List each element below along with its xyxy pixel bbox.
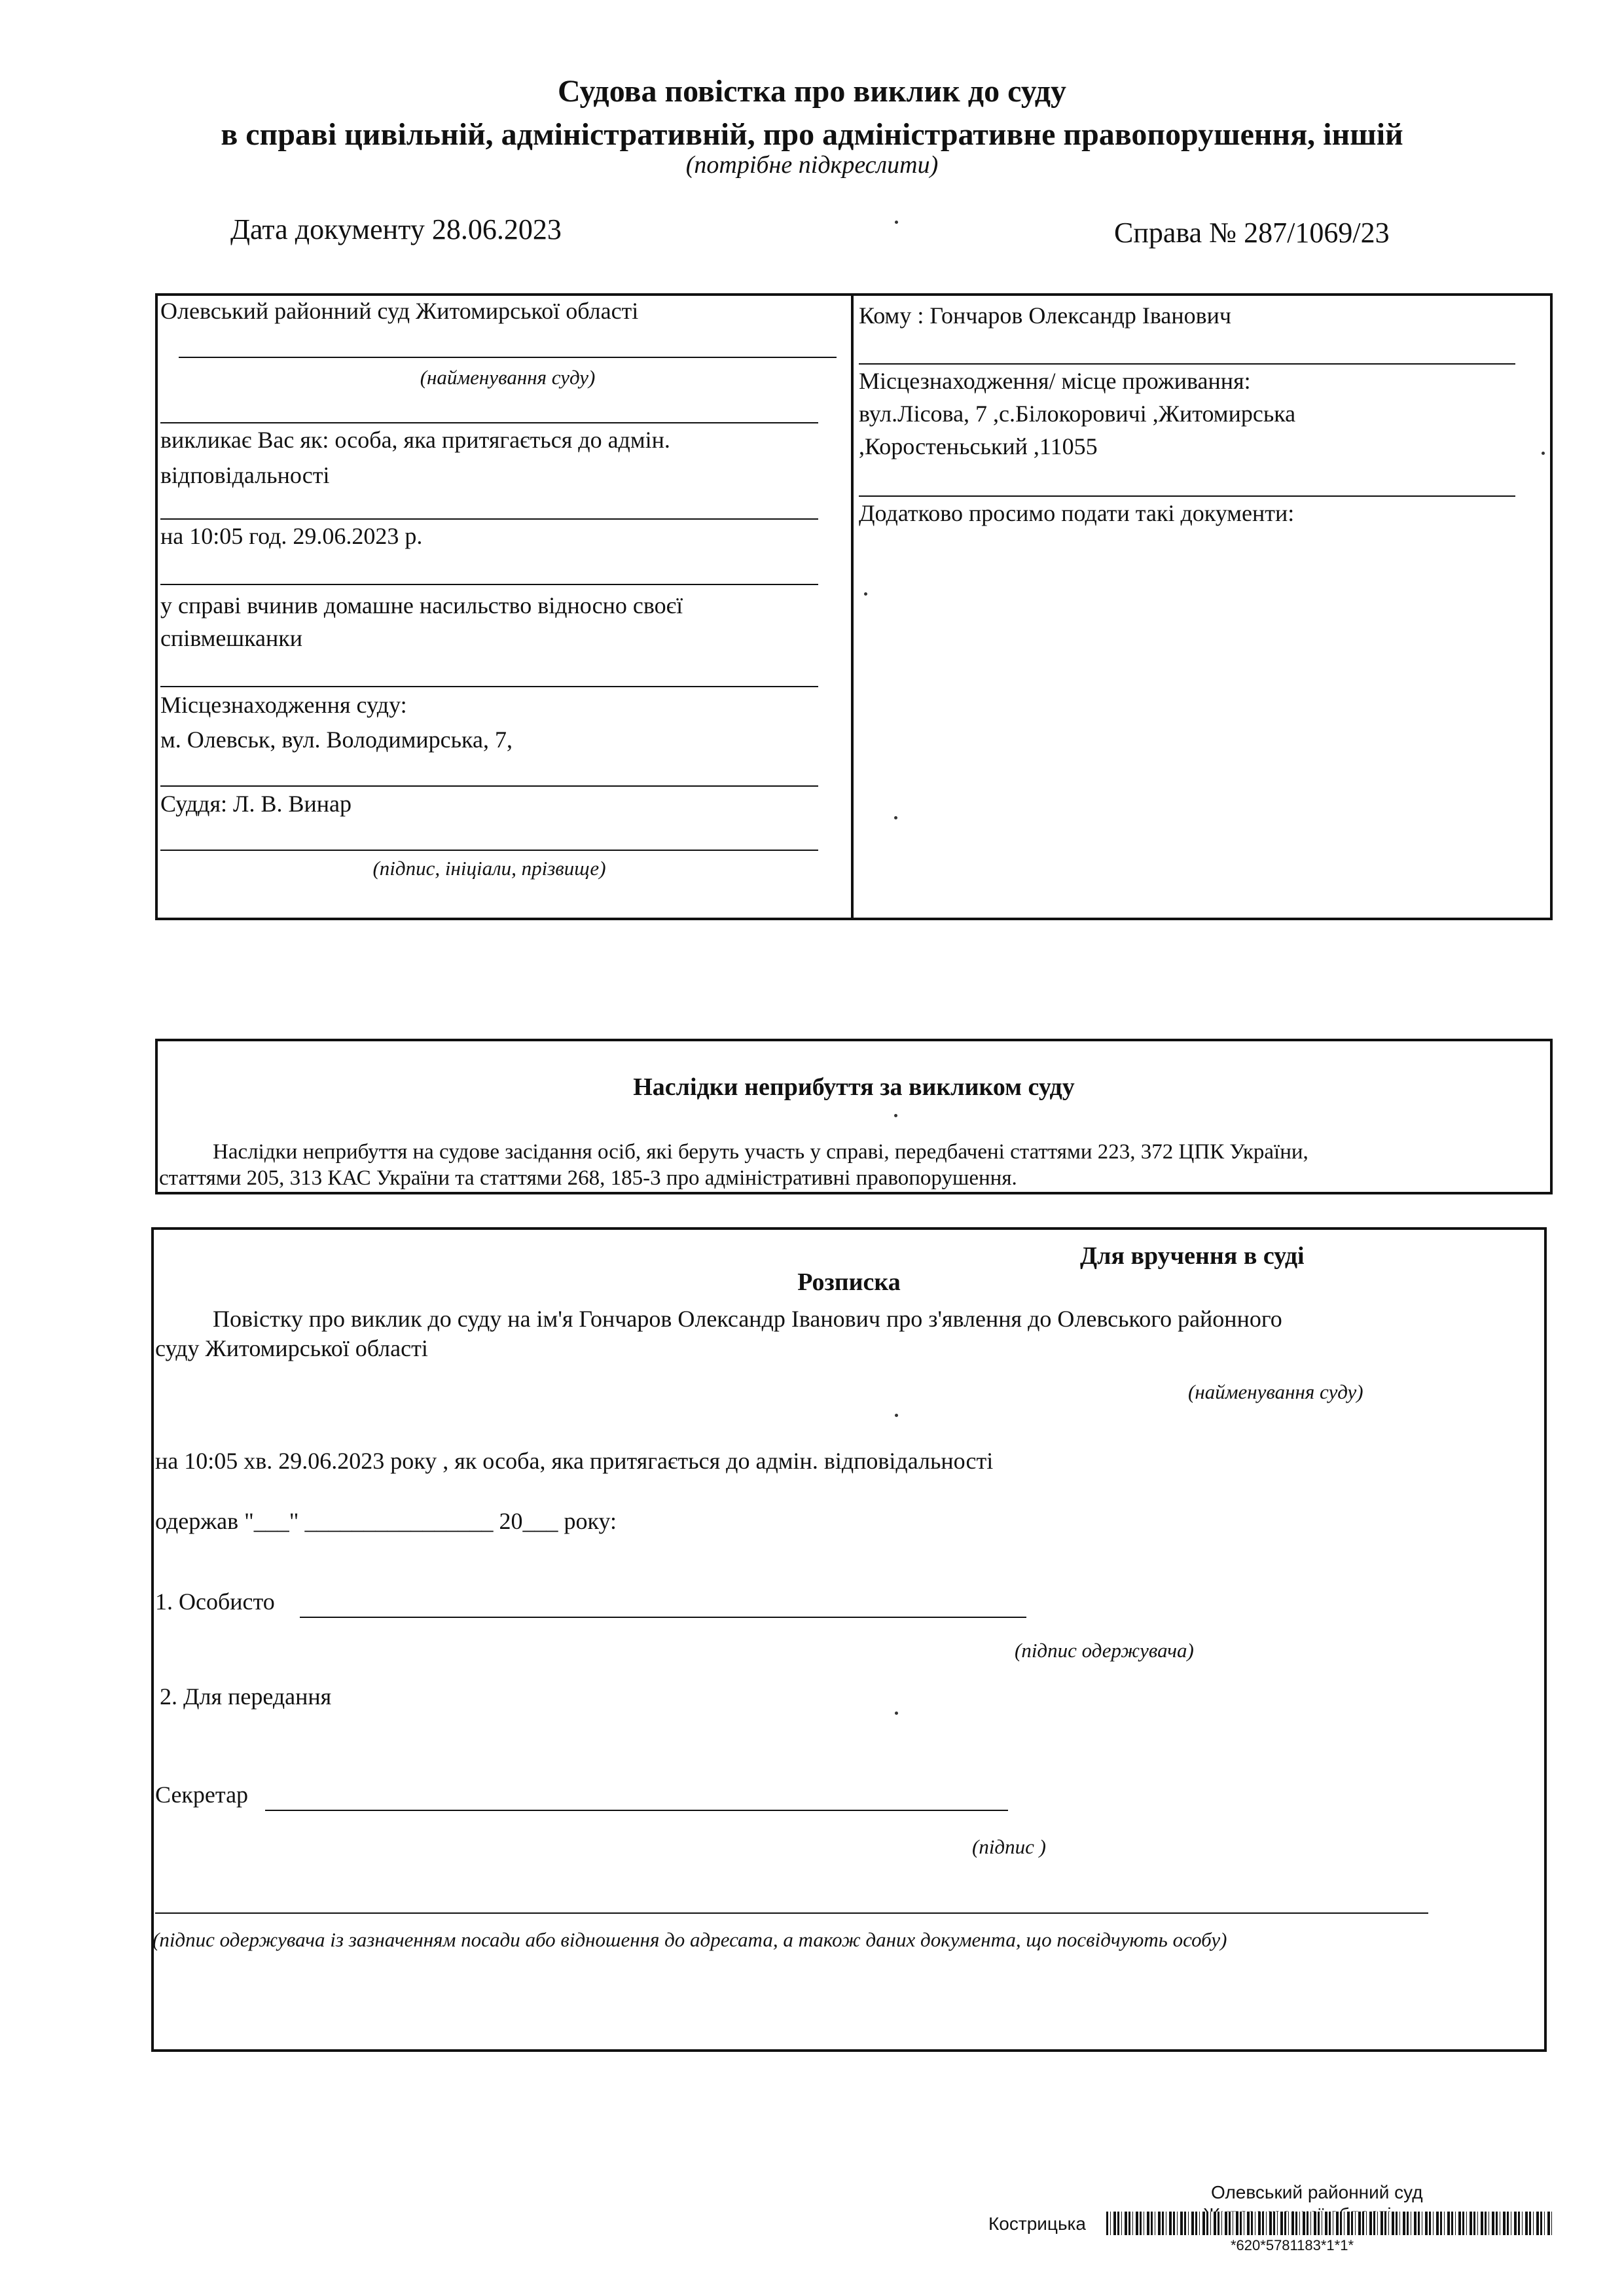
receipt-hearing-line: на 10:05 хв. 29.06.2023 року , як особа, яка притягається до адмін. відповідальності: [155, 1448, 994, 1474]
document-title: Судова повістка про виклик до суду: [557, 74, 1067, 109]
clerk-name: Кострицька: [988, 2214, 1086, 2234]
case-subject-line2: співмешканки: [160, 625, 303, 651]
documents-request: Додатково просимо подати такі документи:: [859, 500, 1295, 526]
scan-speck: [864, 592, 867, 596]
judge-name: Суддя: Л. В. Винар: [160, 791, 352, 817]
consequences-title: Наслідки неприбуття за викликом суду: [633, 1073, 1075, 1101]
scan-speck: [894, 816, 897, 819]
court-location: м. Олевськ, вул. Володимирська, 7,: [160, 726, 513, 753]
scan-speck: [895, 1414, 898, 1417]
residence-line2: ,Коростеньський ,11055: [859, 433, 1098, 459]
case-number: Справа № 287/1069/23: [1114, 217, 1390, 249]
for-court-label: Для вручення в суді: [1080, 1242, 1305, 1270]
document-date: Дата документу 28.06.2023: [230, 213, 562, 245]
receipt-title: Розписка: [797, 1268, 901, 1296]
residence-label: Місцезнаходження/ місце проживання:: [859, 368, 1251, 394]
court-name-line: [179, 357, 837, 358]
secretary-caption: (підпис ): [972, 1835, 1046, 1858]
recipient-name: Кому : Гончаров Олександр Іванович: [859, 302, 1231, 329]
bottom-signature-line[interactable]: [155, 1912, 1428, 1914]
summons-box-divider: [851, 293, 854, 920]
secretary-label: Секретар: [155, 1782, 249, 1808]
for-transfer-label: 2. Для передання: [160, 1683, 332, 1710]
court-name: Олевський районний суд Житомирської області: [160, 298, 639, 324]
summoned-as-line2: відповідальності: [160, 462, 330, 488]
receipt-text-line1: Повістку про виклик до суду на ім'я Гончаров Олександр Іванович про з'явлення до Олевського районного: [213, 1306, 1282, 1332]
consequences-text-line1: Наслідки неприбуття на судове засідання осіб, які беруть участь у справі, передбачені статтями 223, 372 ЦПК України,: [213, 1140, 1308, 1164]
divider-line: [160, 584, 818, 585]
consequences-text-line2: статтями 205, 313 КАС України та статтями 268, 185-3 про адміністративні правопорушення.: [159, 1166, 1017, 1190]
barcode-text: *620*5781183*1*1*: [1231, 2237, 1354, 2253]
recipient-signature-caption: (підпис одержувача): [1015, 1639, 1194, 1662]
personally-label: 1. Особисто: [155, 1588, 275, 1615]
title-note: (потрібне підкреслити): [685, 151, 939, 179]
barcode: [1106, 2212, 1552, 2235]
recipient-signature-line[interactable]: [300, 1617, 1026, 1618]
scan-speck: [894, 1114, 897, 1117]
hearing-time: на 10:05 год. 29.06.2023 р.: [160, 523, 423, 549]
case-subject-line1: у справі вчинив домашне насильство відносно своєї: [160, 592, 683, 619]
scan-speck: [895, 1712, 898, 1715]
court-name-caption: (найменування суду): [1188, 1380, 1363, 1403]
secretary-signature-line[interactable]: [265, 1810, 1008, 1811]
judge-caption: (підпис, ініціали, прізвище): [372, 857, 606, 880]
court-location-label: Місцезнаходження суду:: [160, 692, 407, 718]
received-date-line: одержав "___" ________________ 20___ року:: [155, 1508, 617, 1534]
residence-line1: вул.Лісова, 7 ,с.Білокоровичі ,Житомирська: [859, 401, 1296, 427]
summoned-as-line1: викликає Вас як: особа, яка притягається до адмін.: [160, 427, 670, 453]
scan-speck: [895, 221, 898, 224]
bottom-caption: (підпис одержувача із зазначенням посади або відношення до адресата, а також даних документа, що посвідчують особу): [153, 1928, 1227, 1951]
scan-speck: [1542, 452, 1545, 455]
court-name-caption: (найменування суду): [420, 366, 596, 389]
stamp-court-line1: Олевський районний суд: [1211, 2182, 1423, 2202]
receipt-text-line2: суду Житомирської області: [155, 1335, 428, 1361]
document-subtitle: в справі цивільній, адміністративній, про адміністративне правопорушення, іншій: [221, 117, 1403, 152]
